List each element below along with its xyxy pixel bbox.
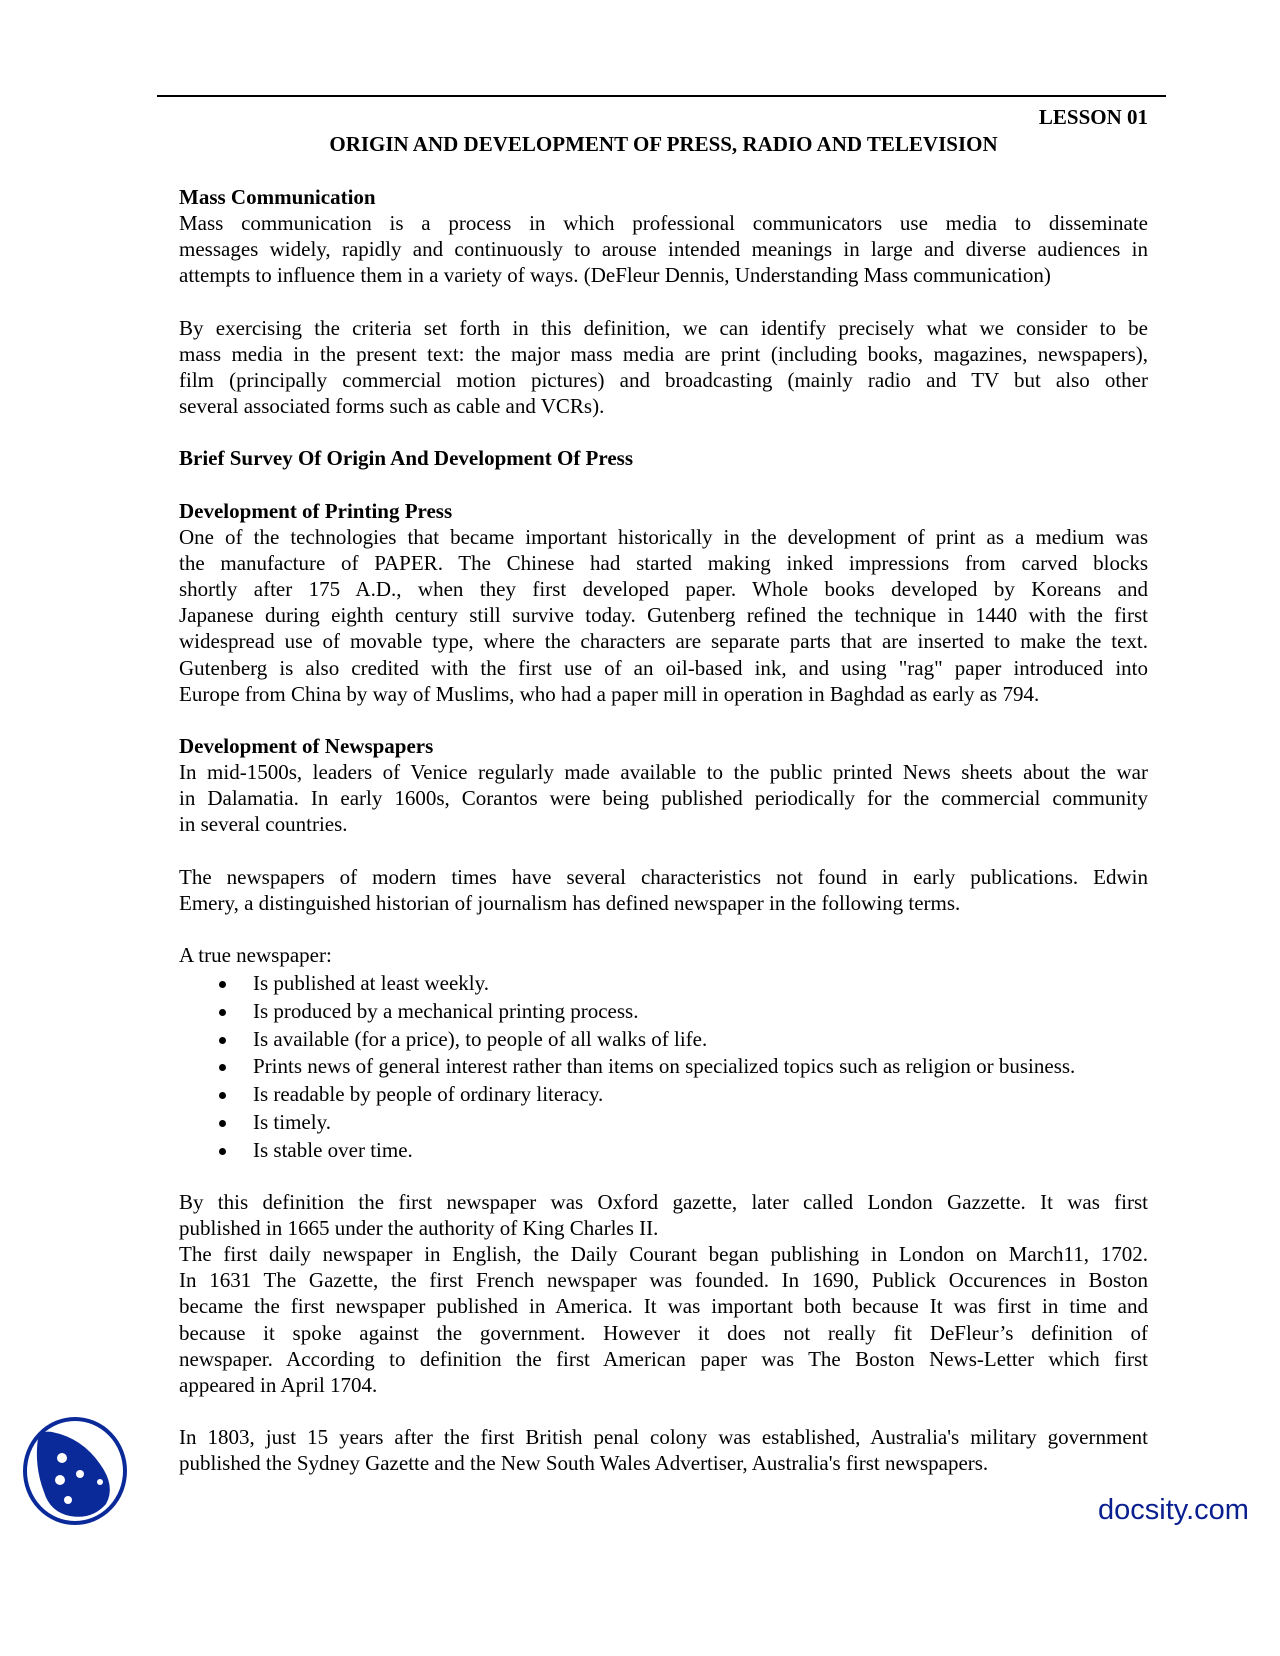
text-line: In 1631 The Gazette, the first French newspaper was founded. In 1690, Publick Occurences in Boston (179, 1268, 1148, 1293)
text-line: widespread use of movable type, where the characters are separate parts that are inserted to make the text. (179, 629, 1148, 654)
list-item: Is stable over time. (179, 1137, 1148, 1165)
lesson-number: LESSON 01 (1038, 105, 1148, 129)
paragraph-mass-comm-definition (179, 210, 1148, 288)
text-line: shortly after 175 A.D., when they first developed paper. Whole books developed by Koreans and (179, 577, 1148, 602)
section-heading-survey: Brief Survey Of Origin And Development Of Press (179, 446, 633, 471)
paragraph-first-newspaper (179, 1189, 1148, 1241)
bullet-icon (219, 1092, 226, 1099)
docsity-logo-icon (20, 1416, 130, 1526)
text-line: published the Sydney Gazette and the New South Wales Advertiser, Australia's first newspapers. (179, 1451, 989, 1476)
bullet-icon (219, 1064, 226, 1071)
text-line: newspaper. According to definition the first American paper was The Boston News-Letter which first (179, 1346, 1148, 1371)
bullet-icon (219, 1148, 226, 1155)
paragraph-mass-media (179, 315, 1148, 420)
text-line: Emery, a distinguished historian of journalism has defined newspaper in the following terms. (179, 890, 961, 915)
section-heading-mass-communication: Mass Communication (179, 185, 376, 209)
list-item: Prints news of general interest rather than items on specialized topics such as religion or business. (179, 1053, 1148, 1081)
list-item: Is produced by a mechanical printing process. (179, 998, 1148, 1026)
docsity-brand-link[interactable]: docsity.com (1098, 1494, 1249, 1526)
text-line: mass media in the present text: the major mass media are print (including books, magazines, newspapers), (179, 341, 1148, 366)
text-line: The first daily newspaper in English, the Daily Courant began publishing in London on March11, 1702. (179, 1242, 1148, 1267)
text-line: The newspapers of modern times have several characteristics not found in early publications. Edwin (179, 864, 1148, 889)
text-line: the manufacture of PAPER. The Chinese had started making inked impressions from carved blocks (179, 550, 1148, 575)
true-newspaper-criteria-list (179, 970, 1148, 1165)
text-line: published in 1665 under the authority of King Charles II. (179, 1216, 659, 1241)
text-line: Mass communication is a process in which professional communicators use media to disseminate (179, 211, 1148, 236)
text-line: in Dalamatia. In early 1600s, Corantos were being published periodically for the commercial community (179, 786, 1148, 811)
text-line: In mid-1500s, leaders of Venice regularly made available to the public printed News sheets about the war (179, 760, 1148, 785)
text-line: appeared in April 1704. (179, 1372, 378, 1397)
paragraph-australia (179, 1424, 1148, 1476)
paragraph-newspapers-early (179, 759, 1148, 837)
text-line: In 1803, just 15 years after the first British penal colony was established, Australia's military government (179, 1425, 1148, 1450)
document-body (179, 184, 1148, 1476)
text-line: in several countries. (179, 812, 348, 837)
page-title: ORIGIN AND DEVELOPMENT OF PRESS, RADIO AND TELEVISION (329, 132, 998, 156)
paragraph-newspapers-modern (179, 864, 1148, 916)
text-line: Gutenberg is also credited with the first use of an oil-based ink, and using "rag" paper introduced into (179, 655, 1148, 680)
text-line: By this definition the first newspaper was Oxford gazette, later called London Gazzette. It was first (179, 1189, 1148, 1214)
bullet-icon (219, 1120, 226, 1127)
true-newspaper-intro: A true newspaper: (179, 943, 332, 968)
paragraph-printing-press (179, 524, 1148, 707)
section-heading-printing-press: Development of Printing Press (179, 498, 453, 523)
section-heading-newspapers: Development of Newspapers (179, 733, 434, 758)
list-item: Is available (for a price), to people of all walks of life. (179, 1026, 1148, 1054)
text-line: Europe from China by way of Muslims, who had a paper mill in operation in Baghdad as early as 794. (179, 681, 1040, 706)
text-line: because it spoke against the government. However it does not really fit DeFleur’s definition of (179, 1320, 1148, 1345)
list-item: Is timely. (179, 1109, 1148, 1137)
text-line: became the first newspaper published in America. It was important both because It was first in time and (179, 1294, 1148, 1319)
text-line: One of the technologies that became important historically in the development of print as a medium was (179, 524, 1148, 549)
list-item: Is published at least weekly. (179, 970, 1148, 998)
text-line: By exercising the criteria set forth in this definition, we can identify precisely what we consider to be (179, 315, 1148, 340)
text-line: film (principally commercial motion pictures) and broadcasting (mainly radio and TV but also other (179, 367, 1148, 392)
bullet-icon (219, 981, 226, 988)
list-item: Is readable by people of ordinary literacy. (179, 1081, 1148, 1109)
header-rule (157, 95, 1166, 97)
text-line: messages widely, rapidly and continuously to arouse intended meanings in large and diverse audiences in (179, 237, 1148, 262)
text-line: Japanese during eighth century still survive today. Gutenberg refined the technique in 1440 with the first (179, 603, 1148, 628)
text-line: several associated forms such as cable and VCRs). (179, 394, 605, 419)
paragraph-first-daily (179, 1241, 1148, 1398)
bullet-icon (219, 1009, 226, 1016)
text-line: attempts to influence them in a variety of ways. (DeFleur Dennis, Understanding Mass communication) (179, 263, 1051, 288)
bullet-icon (219, 1037, 226, 1044)
